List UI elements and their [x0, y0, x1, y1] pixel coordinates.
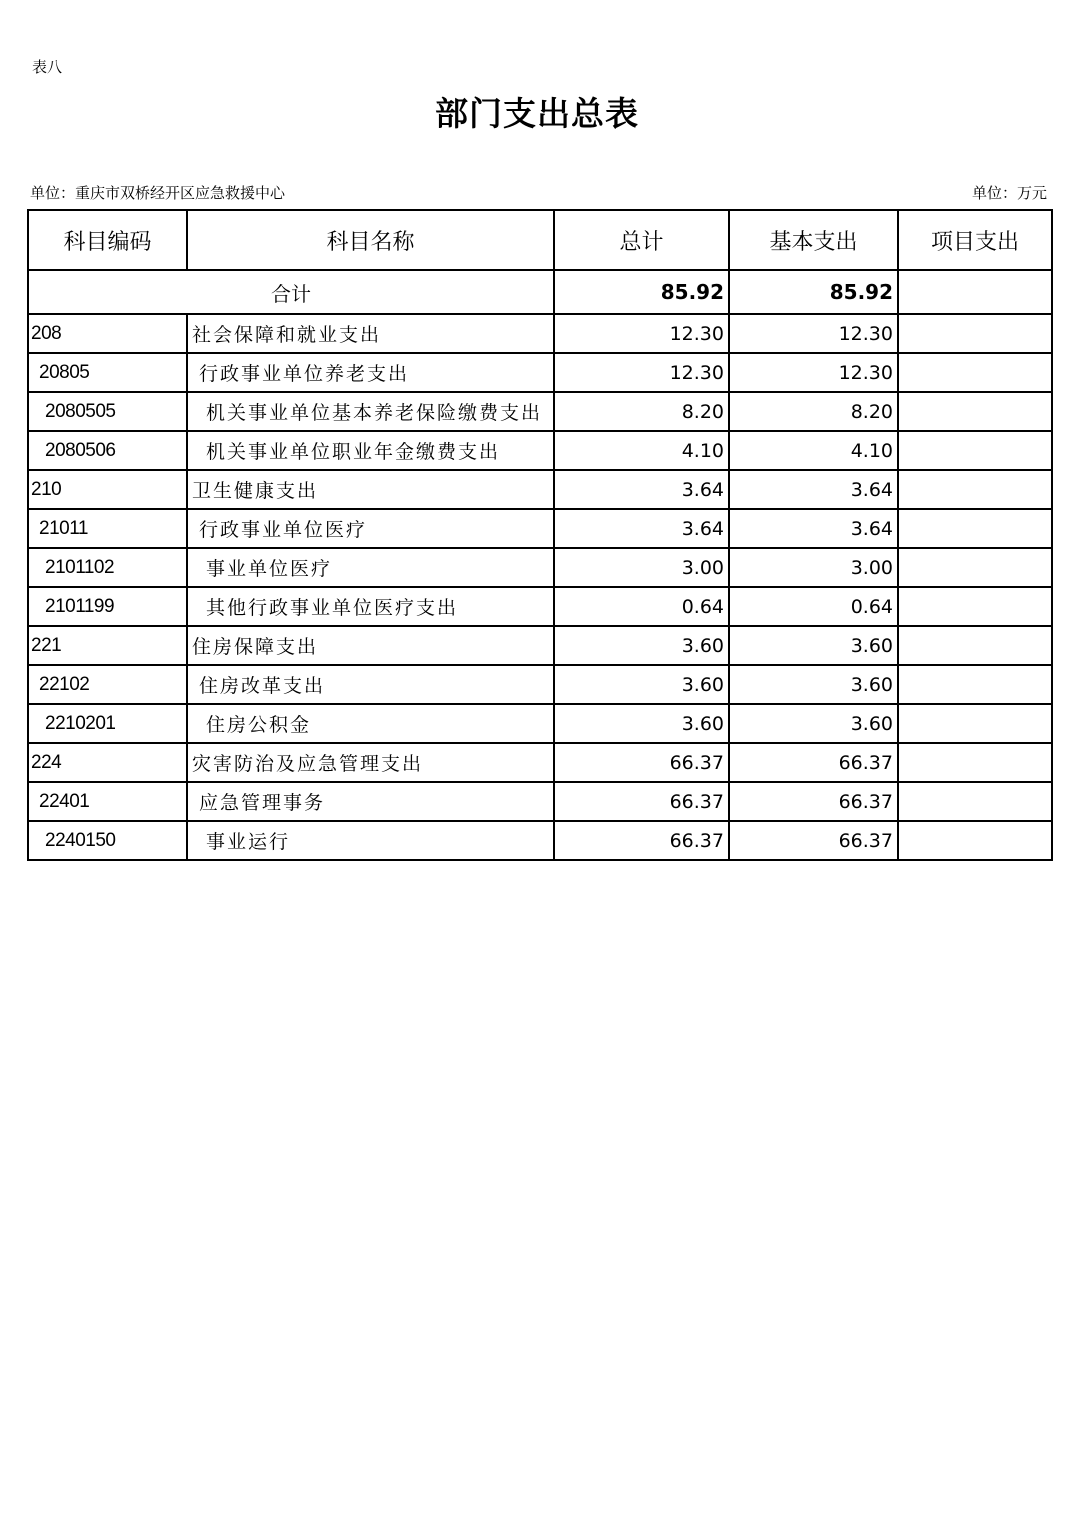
total-project — [898, 270, 1052, 314]
total-amount-cell: 3.60 — [554, 626, 729, 665]
total-amount-cell: 66.37 — [554, 782, 729, 821]
basic-amount-cell: 0.64 — [729, 587, 898, 626]
total-amount-cell: 4.10 — [554, 431, 729, 470]
subject-name-cell: 社会保障和就业支出 — [187, 314, 554, 353]
project-amount-cell — [898, 431, 1052, 470]
column-header-total: 总计 — [554, 210, 729, 270]
total-amount-cell: 3.60 — [554, 665, 729, 704]
column-header-code: 科目编码 — [28, 210, 187, 270]
table-row — [28, 704, 1052, 743]
subject-name-cell: 灾害防治及应急管理支出 — [187, 743, 554, 782]
subject-code-cell: 21011 — [28, 509, 187, 548]
project-amount-cell — [898, 704, 1052, 743]
total-label: 合计 — [28, 270, 554, 314]
subject-code-cell: 2080506 — [28, 431, 187, 470]
basic-amount-cell: 3.64 — [729, 470, 898, 509]
project-amount-cell — [898, 392, 1052, 431]
table-number-label: 表八 — [32, 58, 63, 76]
table-row — [28, 821, 1052, 860]
subject-code-cell: 2210201 — [28, 704, 187, 743]
table-row — [28, 470, 1052, 509]
basic-amount-cell: 8.20 — [729, 392, 898, 431]
total-amount-cell: 8.20 — [554, 392, 729, 431]
subject-code-cell: 20805 — [28, 353, 187, 392]
basic-amount-cell: 66.37 — [729, 743, 898, 782]
subject-code-cell: 2101102 — [28, 548, 187, 587]
subject-name-cell: 卫生健康支出 — [187, 470, 554, 509]
subject-code-cell: 2080505 — [28, 392, 187, 431]
subject-name-cell: 行政事业单位医疗 — [187, 509, 554, 548]
subject-name-cell: 机关事业单位基本养老保险缴费支出 — [187, 392, 554, 431]
subject-code-cell: 2101199 — [28, 587, 187, 626]
total-amount-cell: 3.00 — [554, 548, 729, 587]
expenditure-table — [27, 209, 1053, 861]
subject-name-cell: 其他行政事业单位医疗支出 — [187, 587, 554, 626]
basic-amount-cell: 3.60 — [729, 665, 898, 704]
basic-amount-cell: 3.60 — [729, 626, 898, 665]
subject-name-cell: 事业运行 — [187, 821, 554, 860]
subject-name-cell: 机关事业单位职业年金缴费支出 — [187, 431, 554, 470]
project-amount-cell — [898, 587, 1052, 626]
basic-amount-cell: 3.64 — [729, 509, 898, 548]
table-row — [28, 665, 1052, 704]
basic-amount-cell: 66.37 — [729, 782, 898, 821]
project-amount-cell — [898, 743, 1052, 782]
table-row — [28, 431, 1052, 470]
page-title: 部门支出总表 — [435, 94, 639, 133]
project-amount-cell — [898, 353, 1052, 392]
total-amount-cell: 3.60 — [554, 704, 729, 743]
table-row — [28, 548, 1052, 587]
subject-name-cell: 应急管理事务 — [187, 782, 554, 821]
total-row — [28, 270, 1052, 314]
table-row — [28, 353, 1052, 392]
project-amount-cell — [898, 782, 1052, 821]
total-amount-cell: 12.30 — [554, 314, 729, 353]
basic-amount-cell: 3.00 — [729, 548, 898, 587]
subject-name-cell: 住房保障支出 — [187, 626, 554, 665]
subject-name-cell: 事业单位医疗 — [187, 548, 554, 587]
subject-code-cell: 210 — [28, 470, 187, 509]
basic-amount-cell: 12.30 — [729, 353, 898, 392]
basic-amount-cell: 66.37 — [729, 821, 898, 860]
project-amount-cell — [898, 626, 1052, 665]
total-sum: 85.92 — [554, 270, 729, 314]
subject-code-cell: 22102 — [28, 665, 187, 704]
project-amount-cell — [898, 314, 1052, 353]
total-amount-cell: 12.30 — [554, 353, 729, 392]
subject-code-cell: 2240150 — [28, 821, 187, 860]
subject-name-cell: 住房公积金 — [187, 704, 554, 743]
table-row — [28, 743, 1052, 782]
subject-name-cell: 行政事业单位养老支出 — [187, 353, 554, 392]
total-amount-cell: 0.64 — [554, 587, 729, 626]
project-amount-cell — [898, 548, 1052, 587]
total-basic: 85.92 — [729, 270, 898, 314]
basic-amount-cell: 3.60 — [729, 704, 898, 743]
table-row — [28, 587, 1052, 626]
table-row — [28, 782, 1052, 821]
column-header-project: 项目支出 — [898, 210, 1052, 270]
total-amount-cell: 66.37 — [554, 743, 729, 782]
basic-amount-cell: 4.10 — [729, 431, 898, 470]
column-header-basic: 基本支出 — [729, 210, 898, 270]
subject-code-cell: 208 — [28, 314, 187, 353]
total-amount-cell: 66.37 — [554, 821, 729, 860]
project-amount-cell — [898, 509, 1052, 548]
table-row — [28, 392, 1052, 431]
subject-code-cell: 221 — [28, 626, 187, 665]
column-header-name: 科目名称 — [187, 210, 554, 270]
total-amount-cell: 3.64 — [554, 509, 729, 548]
total-amount-cell: 3.64 — [554, 470, 729, 509]
table-row — [28, 509, 1052, 548]
table-row — [28, 314, 1052, 353]
basic-amount-cell: 12.30 — [729, 314, 898, 353]
project-amount-cell — [898, 470, 1052, 509]
subject-code-cell: 22401 — [28, 782, 187, 821]
project-amount-cell — [898, 821, 1052, 860]
subject-code-cell: 224 — [28, 743, 187, 782]
subject-name-cell: 住房改革支出 — [187, 665, 554, 704]
currency-unit-label: 单位：万元 — [971, 184, 1047, 202]
project-amount-cell — [898, 665, 1052, 704]
department-unit-label: 单位：重庆市双桥经开区应急救援中心 — [30, 184, 286, 202]
table-header-row — [28, 210, 1052, 270]
table-row — [28, 626, 1052, 665]
